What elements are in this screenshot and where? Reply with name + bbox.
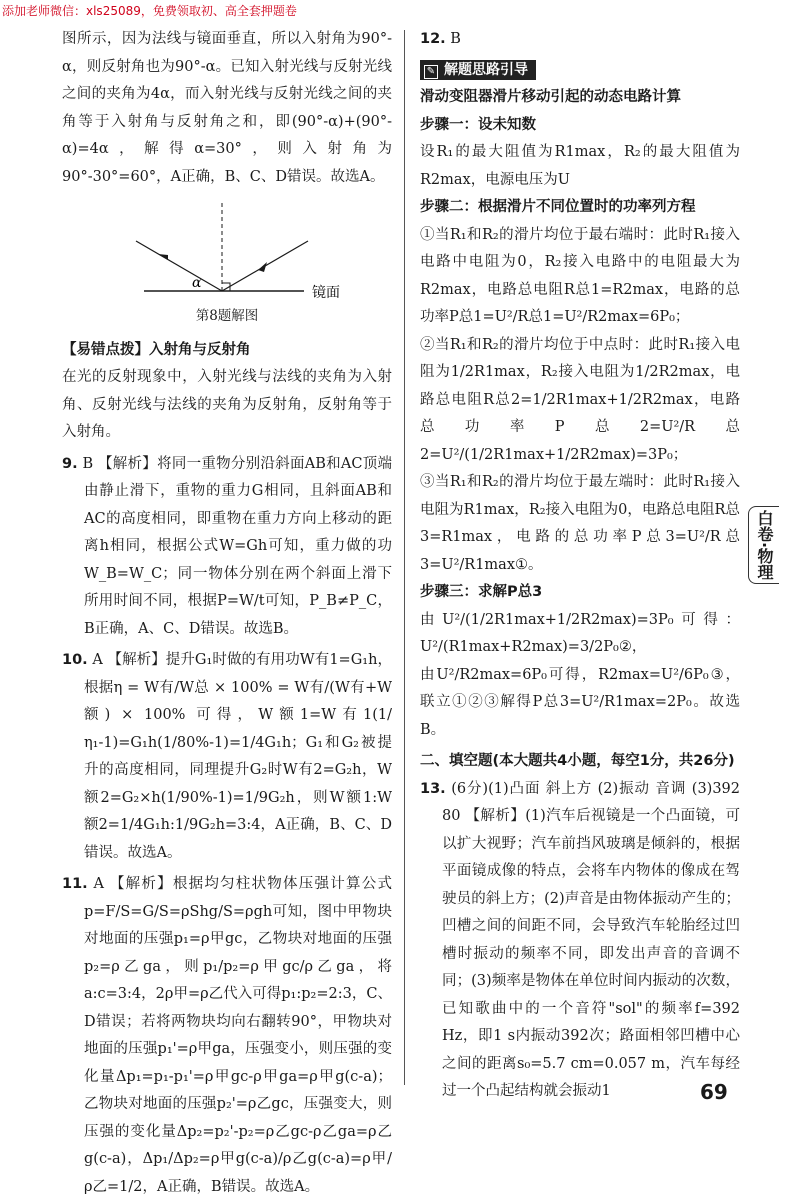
- case3-text: ③当R₁和R₂的滑片均位于最左端时：此时R₁接入电阻为R1max，R₂接入电阻为0，电路总电阻R总3=R1max，电路的总功率P总3=U²/R总3=U²/R1max①。: [420, 474, 740, 573]
- q9-block: [62, 451, 392, 644]
- banner-label: 解题思路引导: [444, 61, 528, 78]
- q10-number: 10.: [62, 652, 88, 668]
- section2-title: 二、填空题(本大题共4小题，每空1分，共26分): [420, 753, 735, 769]
- case1-text: ①当R₁和R₂的滑片均位于最右端时：此时R₁接入电路中电阻为0，R₂接入电路中的电阻最大为R2max，电路总电阻R总1=R2max，电路的总功率P总1=U²/R总1=U²/R2max=6P₀；: [420, 226, 740, 325]
- q12-number: 12.: [420, 31, 446, 47]
- q13-number: 13.: [420, 780, 446, 797]
- header-promo-note: 添加老师微信：xls25089，免费领取初、高全套押题卷: [2, 4, 297, 18]
- page-number: 69: [700, 1080, 728, 1104]
- q8-explanation: 图所示，因为法线与镜面垂直，所以入射角为90°-α，则反射角也为90°-α。已知入射光线与反射光线之间的夹角为4α，而入射光线与反射光线之间的夹角等于入射角与反射角之和，即(90°-α)+(90°-α)=4α，解得α=30°，则入射角为90°-30°=60°，A正确，B、C、D错误。故选A。: [62, 31, 392, 185]
- solve1-text: 由U²/(1/2R1max+1/2R2max)=3P₀可得：U²/(R1max+R2max)=3/2P₀②，: [420, 611, 740, 655]
- reflection-diagram: [62, 195, 392, 307]
- tip-text: 在光的反射现象中，入射光线与法线的夹角为入射角、反射光线与法线的夹角为反射角，反射角等于入射角。: [62, 369, 392, 440]
- q11-number: 11.: [62, 876, 88, 892]
- q13-text: (6分)(1)凸面 斜上方 (2)振动 音调 (3)392 80 【解析】(1)汽车后视镜是一个凸面镜，可以扩大视野；汽车前挡风玻璃是倾斜的，根据平面镜成像的特点，会将车内物体的像成在驾驶员的斜上方；(2)声音是由物体振动产生的；凹槽之间的间距不同，会导致汽车轮胎经过凹槽时振动的频率不同，即发出声音的音调不同；(3)频率是物体在单位时间内振动的次数，已知歌曲中的一个音符"sol"的频率f=392 Hz，即1 s内振动392次；路面相邻凹槽中心之间的距离s₀=5.7 cm=0.057 m，汽车每经过一个凸起结构就会振动1: [442, 780, 740, 1099]
- q12-block: [420, 26, 740, 54]
- q11-text: A 【解析】根据均匀柱状物体压强计算公式p=F/S=G/S=ρShg/S=ρgh可知，图中甲物块对地面的压强p₁=ρ甲gc，乙物块对地面的压强p₂=ρ乙ga，则p₁/p₂=ρ甲gc/ρ乙ga，将a:c=3:4，2ρ甲=ρ乙代入可得p₁:p₂=2:3，C、D错误；若将两物块均向右翻转90°，甲物块对地面的压强p₁'=ρ甲ga，压强变小，则压强的变化量Δp₁=p₁-p₁'=ρ甲gc-ρ甲ga=ρ甲g(c-a)；乙物块对地面的压强p₂'=ρ乙gc，压强变大，则压强的变化量Δp₂=p₂'-p₂=ρ乙gc-ρ乙ga=ρ乙g(c-a)，Δp₁/Δp₂=ρ甲g(c-a)/ρ乙g(c-a)=ρ甲/ρ乙=1/2，A正确，B错误。故选A。: [84, 876, 392, 1195]
- q12-answer: B: [450, 31, 461, 47]
- column-divider: [404, 30, 405, 1085]
- q13-block: [420, 776, 740, 1106]
- q10-text: A 【解析】提升G₁时做的有用功W有1=G₁h，根据η = W有/W总 × 100% = W有/(W有+W额) × 100% 可得，W额1=W有1(1/η₁-1)=G₁h(1/80%-1)=1/4G₁h；G₁和G₂被提升的高度相同，同理提升G₂时W有2=G₂h，W额2=G₂×h(1/90%-1)=1/9G₂h，则W额1:W额2=1/4G₁h:1/9G₂h=3:4，A正确，B、C、D错误。故选A。: [84, 652, 392, 861]
- tip-title: 【易错点拨】入射角与反射角: [62, 341, 251, 358]
- side-tab-subject: 白卷·物理: [748, 506, 779, 584]
- step1-text: 设R₁的最大阻值为R1max，R₂的最大阻值为R2max，电源电压为U: [420, 144, 740, 188]
- incident-arrow: [258, 262, 267, 272]
- mirror-label: 镜面: [312, 285, 340, 301]
- case2-text: ②当R₁和R₂的滑片均位于中点时：此时R₁接入电阻为1/2R1max，R₂接入电阻为1/2R2max，电路总电阻R总2=1/2R1max+1/2R2max，电路总功率P总2=U²/R总2=U²/(1/2R1max+1/2R2max)=3P₀；: [420, 336, 740, 463]
- step3-title: 步骤三：求解P总3: [420, 584, 543, 600]
- pencil-icon: ✎: [424, 65, 438, 79]
- reflected-ray: [136, 241, 222, 291]
- step1-title: 步骤一：设未知数: [420, 116, 536, 133]
- q9-number: 9.: [62, 455, 78, 472]
- q11-block: [62, 871, 392, 1201]
- q8-figure: [62, 195, 392, 307]
- solution-guide-banner: [420, 60, 536, 80]
- q10-block: [62, 647, 392, 867]
- figure-caption: 第8题解图: [195, 308, 259, 324]
- left-column: [62, 26, 392, 1201]
- step2-title: 步骤二：根据滑片不同位置时的功率列方程: [420, 199, 696, 215]
- alpha-label: α: [192, 275, 202, 291]
- q9-text: B 【解析】将同一重物分别沿斜面AB和AC顶端由静止滑下，重物的重力G相同，且斜面AB和AC的高度相同，即重物在重力方向上移动的距离h相同，根据公式W=Gh可知，重力做的功W_B=W_C；同一物体分别在两个斜面上滑下所用时间不同，根据P=W/t可知，P_B≠P_C，B正确，A、C、D错误。故选B。: [82, 455, 392, 637]
- right-column: [420, 26, 740, 1106]
- solve2-text: 由U²/R2max=6P₀可得，R2max=U²/6P₀③，联立①②③解得P总3=U²/R1max=2P₀。故选B。: [420, 666, 740, 738]
- topic-heading: 滑动变阻器滑片移动引起的动态电路计算: [420, 89, 681, 105]
